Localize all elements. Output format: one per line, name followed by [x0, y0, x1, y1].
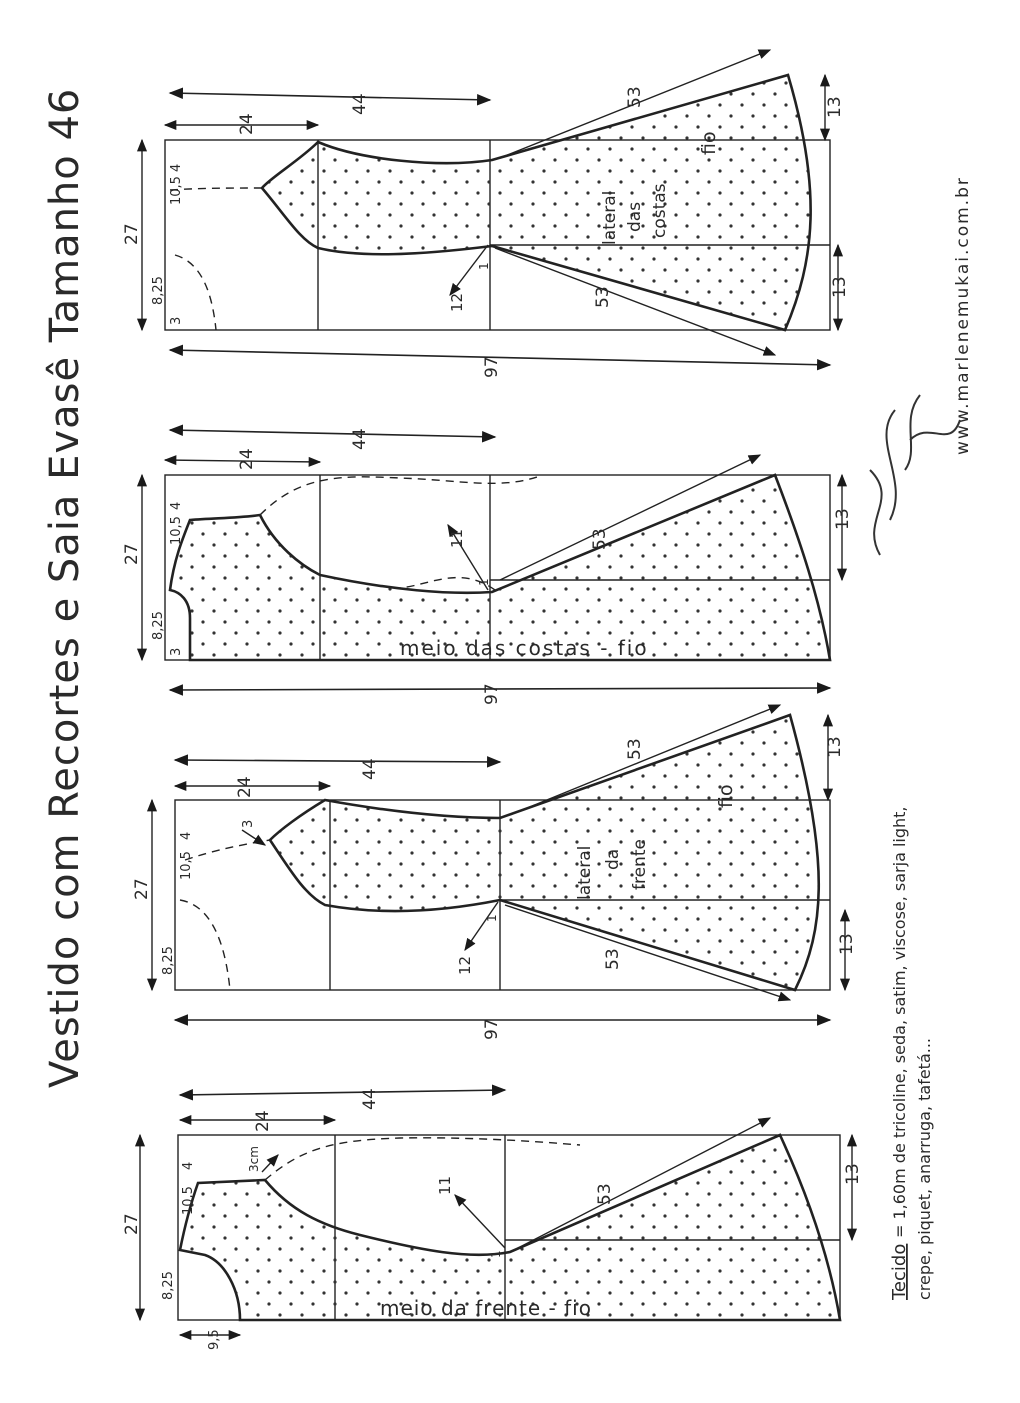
dim-waist-mark: 1 — [485, 914, 499, 922]
grain-label: fio — [698, 131, 720, 155]
dim-dart: 11 — [448, 528, 466, 548]
dim-hem-top: 13 — [825, 96, 845, 118]
dim-total: 97 — [482, 356, 502, 378]
pattern-title: Vestido com Recortes e Saia Evasê Tamanho 46 — [42, 87, 88, 1088]
dim-seam-top: 53 — [625, 738, 645, 760]
website-url: www.marlenemukai.com.br — [953, 176, 973, 455]
dim-seam-bottom: 53 — [593, 286, 613, 308]
dim-armhole: 10,5 — [181, 1186, 196, 1215]
dim-seam: 53 — [590, 528, 610, 550]
piece-label-line1: lateral — [600, 190, 620, 245]
dim-hem-side: 13 — [833, 508, 853, 530]
piece-label-line2: da — [603, 848, 623, 870]
dim-neck-drop: 8,25 — [151, 276, 166, 305]
dim-neck: 24 — [253, 1110, 273, 1132]
dim-neck-width: 9,5 — [207, 1329, 222, 1350]
dim-seam: 53 — [595, 1183, 615, 1205]
dim-shoulder: 4 — [169, 501, 184, 510]
dim-armhole-mark: 3 — [241, 819, 256, 828]
grain-label: fio — [715, 784, 737, 808]
dim-dart: 12 — [448, 292, 466, 312]
dim-center: 3 — [169, 647, 184, 656]
piece-label: meio da frente - fio — [380, 1296, 592, 1320]
dim-hem-top: 13 — [825, 736, 845, 758]
dim-waist-mark: 1 — [489, 1250, 503, 1258]
signature — [870, 395, 960, 555]
dim-neck-drop: 8,25 — [161, 946, 176, 975]
dim-total: 97 — [482, 1018, 502, 1040]
dim-height: 27 — [122, 223, 142, 245]
dim-seam-top: 53 — [625, 86, 645, 108]
dim-waist-mark: 1 — [477, 578, 491, 586]
dim-neck-drop: 8,25 — [151, 611, 166, 640]
dim-armhole: 10,5 — [179, 851, 194, 880]
fabric-line-1: = 1,60m de tricoline, seda, satim, viscose, sarja light, — [890, 806, 909, 1238]
piece-lateral-frente — [152, 705, 845, 1020]
dim-armhole: 10,5 — [169, 176, 184, 205]
dim-hem-bottom: 13 — [830, 276, 850, 298]
dim-hem-bottom: 13 — [837, 933, 857, 955]
dim-height: 27 — [122, 543, 142, 565]
piece-label: meio das costas - fio — [400, 636, 649, 660]
dim-neck: 24 — [237, 448, 257, 470]
dim-bodice: 44 — [360, 1088, 380, 1110]
dim-neck-drop: 8,25 — [161, 1271, 176, 1300]
dim-neck: 24 — [235, 776, 255, 798]
fabric-label: Tecido — [889, 1243, 910, 1300]
dim-strap: 3cm — [247, 1146, 261, 1172]
dim-shoulder: 4 — [179, 831, 194, 840]
piece-lateral-costas — [142, 50, 838, 365]
dim-shoulder: 4 — [181, 1161, 196, 1170]
dim-dart: 12 — [456, 955, 474, 975]
meio-frente-shape — [180, 1135, 840, 1320]
dim-shoulder: 4 — [169, 163, 184, 172]
piece-label-line3: costas — [650, 183, 670, 238]
fabric-note — [889, 806, 934, 1301]
dim-bodice: 44 — [350, 93, 370, 115]
lateral-costas-shape — [262, 75, 811, 330]
fabric-line-2: crepe, piquet, anarruga, tafetá... — [915, 1037, 934, 1300]
dim-center: 3 — [169, 316, 184, 325]
dim-height: 27 — [132, 878, 152, 900]
piece-label-line2: das — [625, 201, 645, 232]
piece-label-line1: lateral — [575, 845, 595, 900]
lateral-frente-shape — [270, 715, 819, 990]
dim-waist-mark: 1 — [477, 262, 491, 270]
piece-label-line3: frente — [630, 839, 650, 890]
dim-seam-bottom: 53 — [603, 948, 623, 970]
dim-neck: 24 — [237, 113, 257, 135]
dim-bodice: 44 — [360, 758, 380, 780]
dim-height: 27 — [122, 1213, 142, 1235]
dim-bodice: 44 — [350, 428, 370, 450]
meio-costas-shape — [170, 475, 830, 660]
dim-armhole: 10,5 — [169, 516, 184, 545]
dim-hem-side: 13 — [843, 1163, 863, 1185]
dim-total: 97 — [482, 683, 502, 705]
dim-dart: 11 — [436, 1175, 454, 1195]
